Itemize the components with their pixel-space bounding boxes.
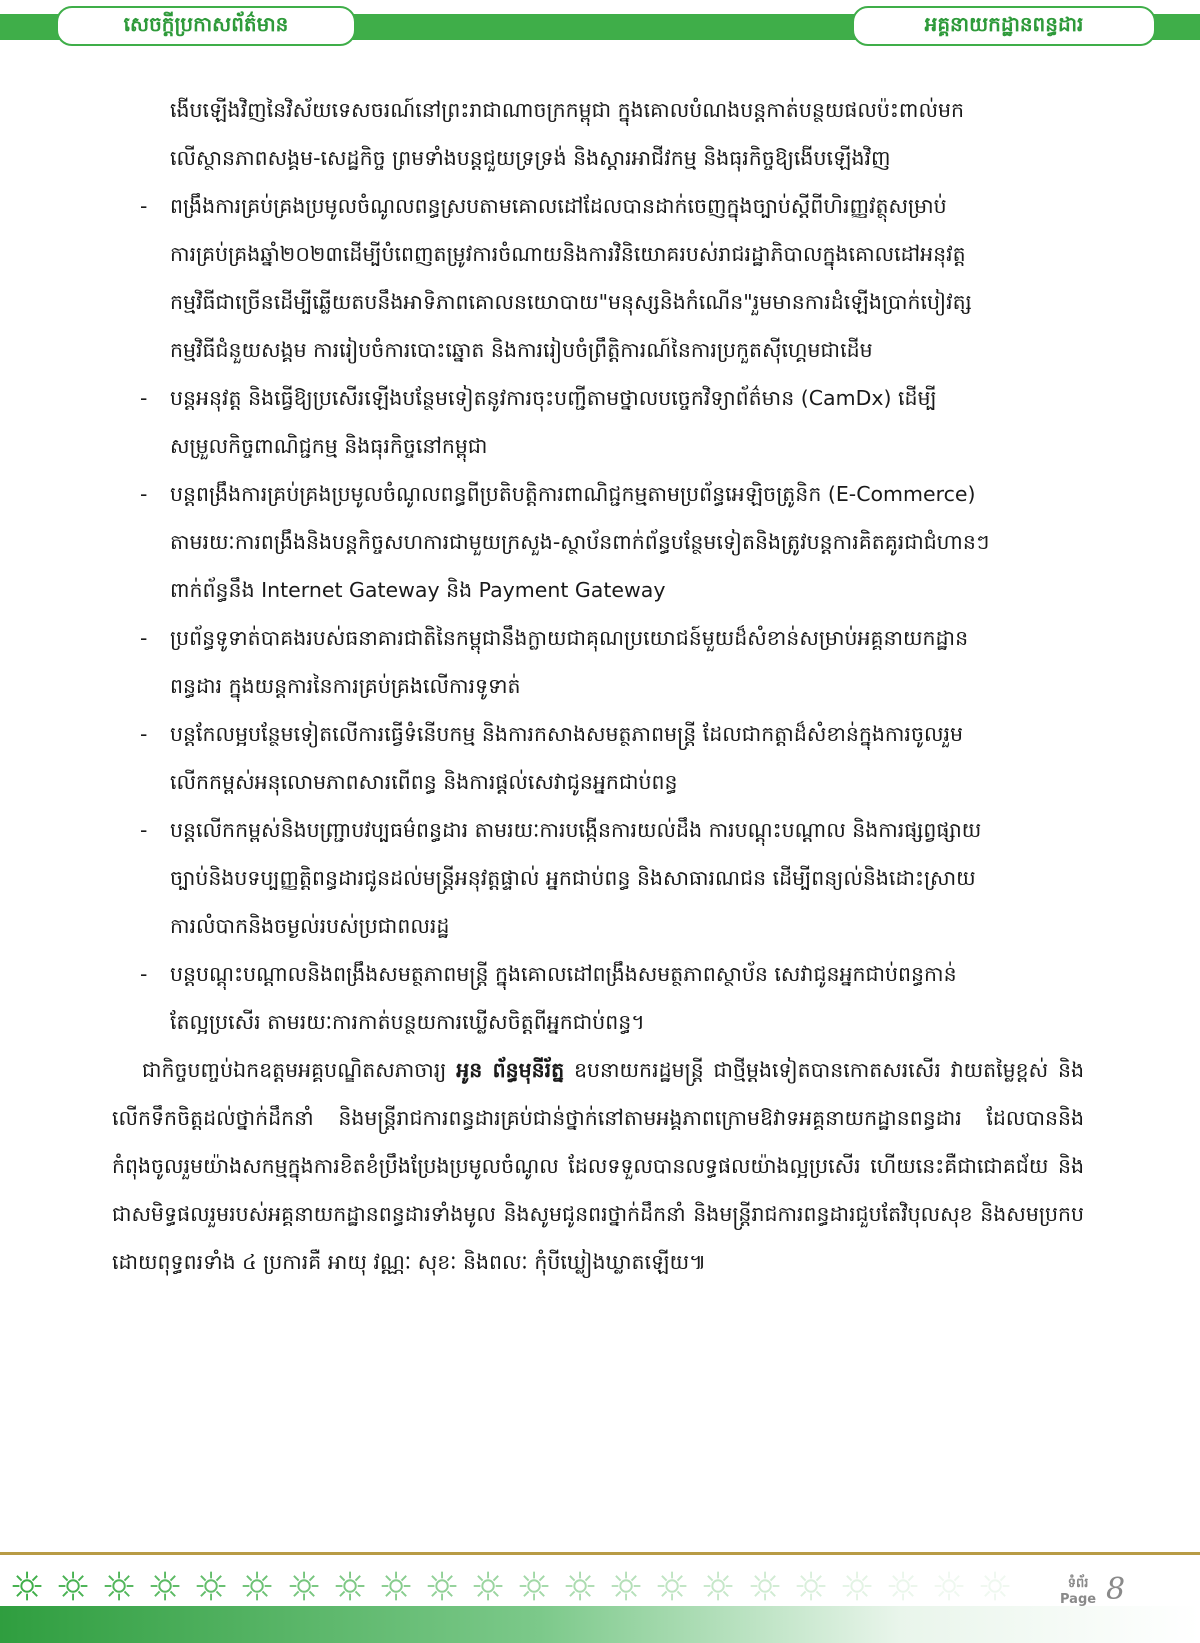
- bullet-line: បន្តបណ្តុះបណ្តាលនិងពង្រឹងសមត្ថភាពមន្ត្រី ក្នុងគោលដៅពង្រឹងសមត្ថភាពស្ថាប័ន សេវាជូនអ្នកជាប់ពន្ធកាន់: [170, 962, 957, 986]
- ornament-icon: [882, 1566, 924, 1606]
- bullet-line: សម្រួលកិច្ចពាណិជ្ជកម្ម និងធុរកិច្ចនៅកម្ពុជា: [170, 434, 488, 458]
- page-label: [1060, 1576, 1096, 1608]
- bullet-line: ប្រព័ន្ធទូទាត់បាគងរបស់ធនាគារជាតិនៃកម្ពុជានឹងក្លាយជាគុណប្រយោជន៍មួយដ៏សំខាន់សម្រាប់អគ្គនាយកដ្ឋាន: [170, 626, 969, 650]
- bullet-dash: -: [140, 818, 148, 842]
- bullet-line: កម្មវិធីជាច្រើនដើម្បីឆ្លើយតបនឹងអាទិភាពគោលនយោបាយ"មនុស្សនិងកំណើន"រួមមានការដំឡើងប្រាក់បៀវត្ស: [170, 290, 972, 314]
- bullet-dash: -: [140, 962, 148, 986]
- bullet-dash: -: [140, 386, 148, 410]
- ornament-icon: [421, 1566, 463, 1606]
- bullet-line: បន្តអនុវត្ត និងធ្វើឱ្យប្រសើរឡើងបន្ថែមទៀតនូវការចុះបញ្ជីតាមថ្នាលបច្ចេកវិទ្យាព័ត៌មាន (CamDx) ដើម្បី: [170, 386, 937, 410]
- bullet-dash: -: [140, 482, 148, 506]
- page-number: 8: [1106, 1572, 1126, 1607]
- ornament-icon: [605, 1566, 647, 1606]
- header-title-press-release: សេចក្តីប្រកាសព័ត៌មាន: [56, 6, 356, 46]
- ornament-icon: [6, 1566, 48, 1606]
- ornament-icon: [790, 1566, 832, 1606]
- bullet-line: ការគ្រប់គ្រងឆ្នាំ២០២៣ដើម្បីបំពេញតម្រូវការចំណាយនិងការវិនិយោគរបស់រាជរដ្ឋាភិបាលក្នុងគោលដៅអនុវត្ត: [170, 242, 966, 266]
- bullet-item-revenue: [112, 182, 1084, 374]
- intro-line-2: លើស្ថានភាពសង្គម-សេដ្ឋកិច្ច ព្រមទាំងបន្តជួយទ្រទ្រង់ និងស្តារអាជីវកម្ម និងធុរកិច្ចឱ្យងើបឡើងវិញ: [170, 146, 891, 170]
- ornament-icon: [928, 1566, 970, 1606]
- ornament-icon: [190, 1566, 232, 1606]
- closing-text-start: ជាកិច្ចបញ្ចប់ឯកឧត្តមអគ្គបណ្ឌិតសភាចារ្យ: [142, 1058, 457, 1082]
- page-label-khmer: ទំព័រ: [1067, 1576, 1089, 1591]
- bullet-line: បន្តពង្រឹងការគ្រប់គ្រងប្រមូលចំណូលពន្ធពីប្រតិបត្តិការពាណិជ្ជកម្មតាមប្រព័ន្ធអេឡិចត្រូនិក (E-Commerce): [170, 482, 976, 506]
- ornament-icon: [467, 1566, 509, 1606]
- bullet-dash: -: [140, 722, 148, 746]
- bullet-line: ការលំបាកនិងចម្ងល់របស់ប្រជាពលរដ្ឋ: [170, 914, 450, 938]
- ornament-icon: [697, 1566, 739, 1606]
- bullet-line: តាមរយៈការពង្រឹងនិងបន្តកិច្ចសហការជាមួយក្រសួង-ស្ថាប័នពាក់ព័ន្ធបន្ថែមទៀតនិងត្រូវបន្តការគិតគូរជាជំហានៗ: [170, 530, 990, 554]
- deputy-pm-name: អូន ព័ន្ធមុនីរ័ត្ន: [456, 1058, 565, 1082]
- bullet-line: ច្បាប់និងបទប្បញ្ញត្តិពន្ធដារជូនដល់មន្ត្រីអនុវត្តផ្ទាល់ អ្នកជាប់ពន្ធ និងសាធារណជន ដើម្បីពន្យល់និងដោះស្រាយ: [170, 866, 976, 890]
- bullet-line: តែល្អប្រសើរ តាមរយៈការកាត់បន្ថយការឃ្លើសចិត្តពីអ្នកជាប់ពន្ធ។: [170, 1010, 645, 1034]
- header-title-gdt: អគ្គនាយកដ្ឋានពន្ធដារ: [852, 6, 1156, 46]
- bullet-item-modernization: [112, 710, 1084, 806]
- ornament-icon: [98, 1566, 140, 1606]
- footer-gold-rule: [0, 1552, 1200, 1555]
- page-label-english: Page: [1060, 1592, 1097, 1607]
- document-body: [112, 86, 1084, 1286]
- ornament-icon: [52, 1566, 94, 1606]
- bullet-line: ពាក់ព័ន្ធនឹង Internet Gateway និង Payment Gateway: [170, 578, 666, 602]
- ornament-icon: [144, 1566, 186, 1606]
- ornament-icon: [329, 1566, 371, 1606]
- bullet-line: បន្តលើកកម្ពស់និងបញ្ជ្រាបវប្បធម៌ពន្ធដារ តាមរយៈការបង្កើនការយល់ដឹង ការបណ្តុះបណ្តាល និងការផ្សព្វផ្សាយ: [170, 818, 982, 842]
- ornament-icon: [559, 1566, 601, 1606]
- ornament-icon: [283, 1566, 325, 1606]
- ornament-icon: [744, 1566, 786, 1606]
- intro-line-1: ងើបឡើងវិញនៃវិស័យទេសចរណ៍នៅព្រះរាជាណាចក្រកម្ពុជា ក្នុងគោលបំណងបន្តកាត់បន្ថយផលប៉ះពាល់មក: [170, 98, 964, 122]
- ornament-icon: [513, 1566, 555, 1606]
- bullet-line: កម្មវិធីជំនួយសង្គម ការរៀបចំការបោះឆ្នោត និងការរៀបចំព្រឹត្តិការណ៍នៃការប្រកួតស៊ីហ្គេមជាដើម: [170, 338, 873, 362]
- ornament-icon: [236, 1566, 278, 1606]
- ornament-icon: [836, 1566, 878, 1606]
- bullet-item-tax-culture: [112, 806, 1084, 950]
- bullet-line: បន្តកែលម្អបន្ថែមទៀតលើការធ្វើទំនើបកម្ម និងការកសាងសមត្ថភាពមន្ត្រី ដែលជាកត្តាដ៏សំខាន់ក្នុងការចូលរួម: [170, 722, 963, 746]
- bullet-item-bakong: [112, 614, 1084, 710]
- page-header: [0, 0, 1200, 48]
- bullet-item-training: [112, 950, 1084, 1046]
- footer-green-band: [0, 1606, 1200, 1643]
- bullet-line: ពង្រឹងការគ្រប់គ្រងប្រមូលចំណូលពន្ធស្របតាមគោលដៅដែលបានដាក់ចេញក្នុងច្បាប់ស្តីពីហិរញ្ញវត្ថុសម្រាប់: [170, 194, 947, 218]
- bullet-line: លើកកម្ពស់អនុលោមភាពសារពើពន្ធ និងការផ្តល់សេវាជូនអ្នកជាប់ពន្ធ: [170, 770, 678, 794]
- ornament-icon: [974, 1566, 1016, 1606]
- ornament-icon: [375, 1566, 417, 1606]
- closing-paragraph: [112, 1046, 1084, 1286]
- closing-text-rest: ឧបនាយករដ្ឋមន្ត្រី ជាថ្មីម្តងទៀតបានកោតសរសើរ វាយតម្លៃខ្ពស់ និងលើកទឹកចិត្តដល់ថ្នាក់ដឹកនាំ និងមន្ត្រីរាជការពន្ធដារគ្រប់ជាន់ថ្នាក់នៅតាមអង្គភាពក្រោមឱវាទអគ្គនាយកដ្ឋានពន្ធដារ ដែលបាននិងកំពុងចូលរួមយ៉ាងសកម្មក្នុងការខិតខំប្រឹងប្រែងប្រមូលចំណូល ដែលទទួលបានលទ្ធផលយ៉ាងល្អប្រសើរ ហើយនេះគឺជាជោគជ័យ និងជាសមិទ្ធផលរួមរបស់អគ្គនាយកដ្ឋានពន្ធដារទាំងមូល និងសូមជូនពរថ្នាក់ដឹកនាំ និងមន្ត្រីរាជការពន្ធដារជួបតែវិបុលសុខ និងសមប្រកបដោយពុទ្ធពរទាំង ៤ ប្រការគឺ អាយុ វណ្ណៈ សុខៈ និងពលៈ កុំបីឃ្លៀងឃ្លាតឡើយ៕: [112, 1058, 1085, 1274]
- bullet-line: ពន្ធដារ ក្នុងយន្តការនៃការគ្រប់គ្រងលើការទូទាត់: [170, 674, 521, 698]
- bullet-item-camdx: [112, 374, 1084, 470]
- bullet-item-ecommerce: [112, 470, 1084, 614]
- ornament-icon: [651, 1566, 693, 1606]
- bullet-dash: -: [140, 626, 148, 650]
- footer-ornament-row: [6, 1566, 1016, 1606]
- bullet-dash: -: [140, 194, 148, 218]
